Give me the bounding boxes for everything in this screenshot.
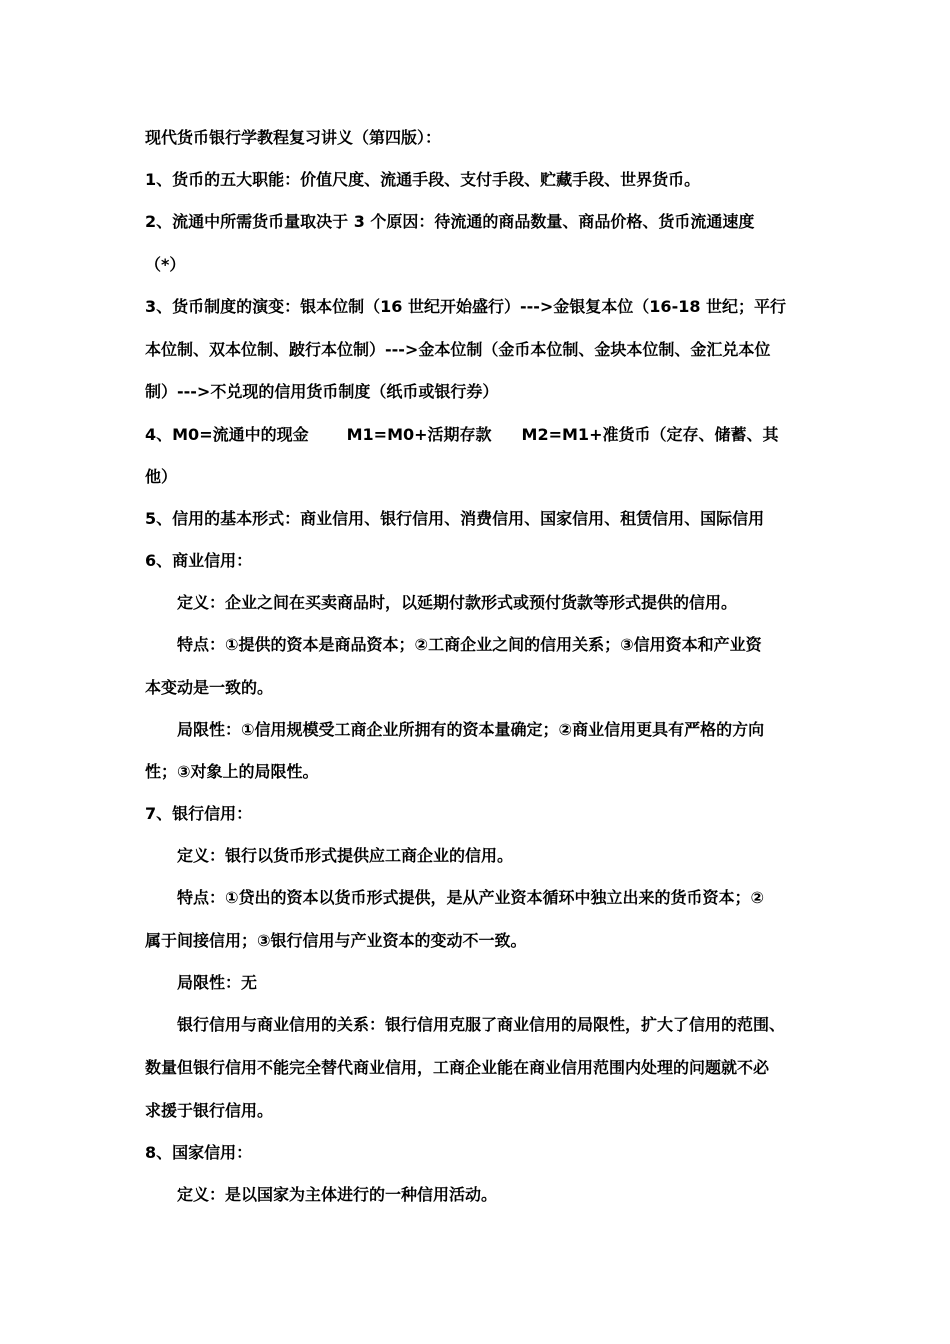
m2-definition: M2=M1+准货币（定存、储蓄、其 bbox=[521, 425, 779, 444]
paragraph-line: 5、信用的基本形式：商业信用、银行信用、消费信用、国家信用、租赁信用、国际信用 bbox=[145, 509, 765, 528]
paragraph-line: 1、货币的五大职能：价值尺度、流通手段、支付手段、贮藏手段、世界货币。 bbox=[145, 170, 701, 189]
paragraph-line: 3、货币制度的演变：银本位制（16 世纪开始盛行）--->金银复本位（16-18 世纪；平行 bbox=[145, 297, 787, 316]
paragraph-line: 局限性：无 bbox=[177, 973, 258, 992]
paragraph-line: 定义：银行以货币形式提供应工商企业的信用。 bbox=[177, 846, 514, 865]
paragraph-line: 局限性：①信用规模受工商企业所拥有的资本量确定；②商业信用更具有严格的方向 bbox=[177, 720, 765, 739]
m0-definition: 4、M0=流通中的现金 bbox=[145, 425, 309, 444]
document-title: 现代货币银行学教程复习讲义（第四版）： bbox=[145, 128, 442, 147]
section-heading: 8、国家信用： bbox=[145, 1143, 253, 1162]
paragraph-line: 特点：①贷出的资本以货币形式提供，是从产业资本循环中独立出来的货币资本；② bbox=[177, 888, 765, 907]
money-supply-line bbox=[145, 424, 778, 446]
paragraph-line: 定义：企业之间在买卖商品时，以延期付款形式或预付货款等形式提供的信用。 bbox=[177, 593, 738, 612]
section-heading: 6、商业信用： bbox=[145, 551, 253, 570]
paragraph-line: 本变动是一致的。 bbox=[145, 678, 274, 697]
paragraph-line: 定义：是以国家为主体进行的一种信用活动。 bbox=[177, 1185, 498, 1204]
paragraph-line: 数量但银行信用不能完全替代商业信用，工商企业能在商业信用范围内处理的问题就不必 bbox=[145, 1058, 770, 1077]
paragraph-line: 本位制、双本位制、跛行本位制）--->金本位制（金币本位制、金块本位制、金汇兑本位 bbox=[145, 340, 771, 359]
paragraph-line: 特点：①提供的资本是商品资本；②工商企业之间的信用关系；③信用资本和产业资 bbox=[177, 635, 762, 654]
m1-definition: M1=M0+活期存款 bbox=[346, 425, 492, 444]
paragraph-line: 性；③对象上的局限性。 bbox=[145, 762, 319, 781]
paragraph-line: （*） bbox=[145, 255, 186, 274]
paragraph-line: 银行信用与商业信用的关系：银行信用克服了商业信用的局限性，扩大了信用的范围、 bbox=[177, 1015, 786, 1034]
paragraph-line: 制）--->不兑现的信用货币制度（纸币或银行券） bbox=[145, 382, 499, 401]
paragraph-line: 属于间接信用；③银行信用与产业资本的变动不一致。 bbox=[145, 931, 527, 950]
paragraph-line: 2、流通中所需货币量取决于 3 个原因：待流通的商品数量、商品价格、货币流通速度 bbox=[145, 212, 755, 231]
paragraph-line: 他） bbox=[145, 467, 178, 486]
paragraph-line: 求援于银行信用。 bbox=[145, 1101, 274, 1120]
section-heading: 7、银行信用： bbox=[145, 804, 253, 823]
